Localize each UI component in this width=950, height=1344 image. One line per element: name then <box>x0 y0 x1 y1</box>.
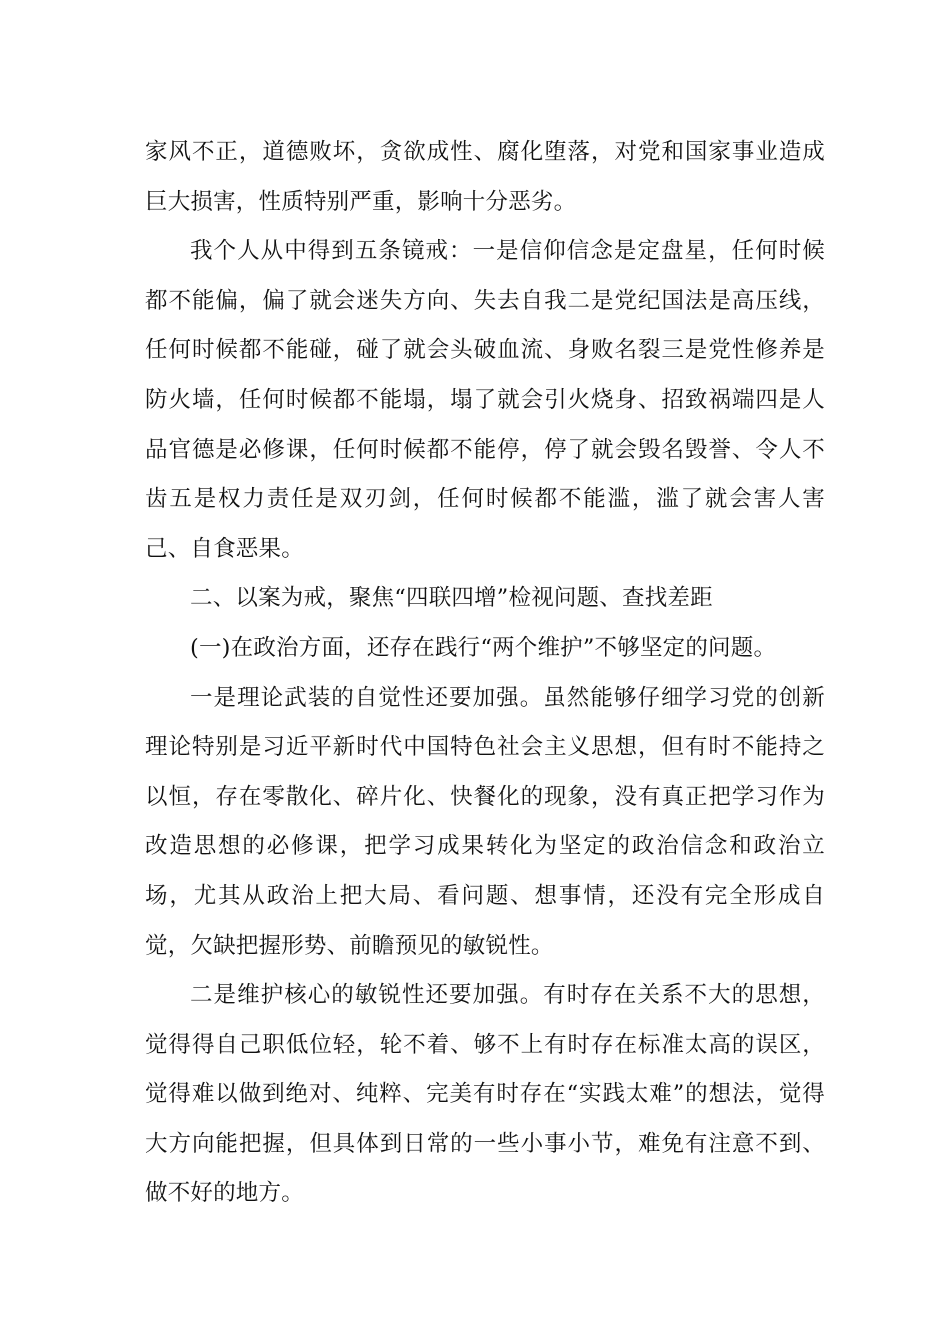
section-heading-2: 二、以案为戒，聚焦“四联四增”检视问题、查找差距 <box>190 585 713 612</box>
paragraph-continuation: 家风不正，道德败坏，贪欲成性、腐化堕落，对党和国家事业造成巨大损害，性质特别严重，影响十分恶劣。 <box>145 139 825 215</box>
paragraph-theory: 一是理论武装的自觉性还要加强。虽然能够仔细学习党的创新理论特别是习近平新时代中国特色社会主义思想，但有时不能持之以恒，存在零散化、碎片化、快餐化的现象，没有真正把学习作为改造思想的必修课，把学习成果转化为坚定的政治信念和政治立场，尤其从政治上把大局、看问题、想事情，还没有完全形成自觉，欠缺把握形势、前瞻预见的敏锐性。 <box>145 684 825 959</box>
document-body <box>145 128 825 1219</box>
paragraph-five-lessons: 我个人从中得到五条镜戒：一是信仰信念是定盘星，任何时候都不能偏，偏了就会迷失方向、失去自我二是党纪国法是高压线，任何时候都不能碰，碰了就会头破血流、身败名裂三是党性修养是防火墙，任何时候都不能塌，塌了就会引火烧身、招致祸端四是人品官德是必修课，任何时候都不能停，停了就会毁名毁誉、令人不齿五是权力责任是双刃剑，任何时候都不能滥，滥了就会害人害己、自食恶果。 <box>145 238 825 562</box>
subsection-heading-1: (一)在政治方面，还存在践行“两个维护”不够坚定的问题。 <box>190 634 777 661</box>
paragraph-core: 二是维护核心的敏锐性还要加强。有时存在关系不大的思想，觉得得自己职低位轻，轮不着、够不上有时存在标准太高的误区，觉得难以做到绝对、纯粹、完美有时存在“实践太难”的想法，觉得大方向能把握，但具体到日常的一些小事小节，难免有注意不到、做不好的地方。 <box>145 982 825 1207</box>
